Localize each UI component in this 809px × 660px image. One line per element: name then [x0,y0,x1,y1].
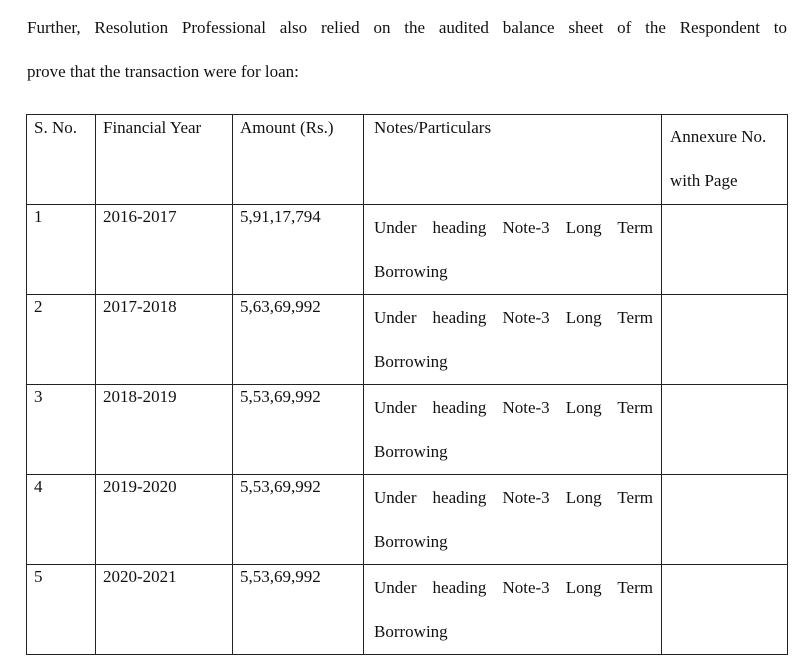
notes-line-2: Borrowing [374,532,448,551]
cell-financial-year [96,565,233,655]
amount-value: 5,63,69,992 [240,297,321,316]
cell-amount [233,295,364,385]
cell-financial-year [96,475,233,565]
header-notes [364,115,662,205]
table-row [27,295,788,385]
cell-annexure [662,205,788,295]
cell-annexure [662,295,788,385]
cell-notes [364,295,662,385]
financial-year-value: 2018-2019 [103,387,177,406]
header-annexure [662,115,788,205]
cell-sno [27,295,96,385]
sno-value: 1 [34,207,43,226]
table-row [27,565,788,655]
table-row [27,205,788,295]
cell-amount [233,475,364,565]
annexure-value [662,295,787,299]
cell-financial-year [96,205,233,295]
notes-value [364,385,661,474]
table-row [27,385,788,475]
header-amount [233,115,364,205]
financial-year-value: 2017-2018 [103,297,177,316]
header-financial-year-label: Financial Year [103,118,202,137]
table-row [27,475,788,565]
notes-line-1: Under heading Note-3 Long Term [374,398,653,417]
header-sno [27,115,96,205]
cell-sno [27,205,96,295]
header-annexure-label [662,115,787,203]
notes-line-1: Under heading Note-3 Long Term [374,308,653,327]
cell-sno [27,475,96,565]
intro-paragraph [27,6,787,94]
sno-value: 4 [34,477,43,496]
annexure-value [662,205,787,209]
amount-value: 5,53,69,992 [240,567,321,586]
notes-line-1: Under heading Note-3 Long Term [374,578,653,597]
cell-financial-year [96,385,233,475]
loan-balance-table [26,114,788,655]
cell-sno [27,385,96,475]
cell-notes [364,385,662,475]
table-body [27,205,788,655]
intro-line-2: prove that the transaction were for loan: [27,62,299,81]
table-header-row [27,115,788,205]
header-sno-label: S. No. [34,118,77,137]
notes-line-1: Under heading Note-3 Long Term [374,488,653,507]
cell-sno [27,565,96,655]
notes-line-2: Borrowing [374,262,448,281]
notes-line-2: Borrowing [374,442,448,461]
amount-value: 5,91,17,794 [240,207,321,226]
cell-notes [364,565,662,655]
sno-value: 2 [34,297,43,316]
intro-line-1: Further, Resolution Professional also relied on the audited balance sheet of the Respondent to [27,18,787,37]
cell-amount [233,205,364,295]
annexure-value [662,475,787,479]
notes-line-2: Borrowing [374,352,448,371]
cell-annexure [662,565,788,655]
notes-value [364,565,661,654]
sno-value: 5 [34,567,43,586]
financial-year-value: 2016-2017 [103,207,177,226]
cell-financial-year [96,295,233,385]
notes-value [364,475,661,564]
sno-value: 3 [34,387,43,406]
cell-amount [233,385,364,475]
header-amount-label: Amount (Rs.) [240,118,334,137]
header-financial-year [96,115,233,205]
notes-value [364,295,661,384]
cell-annexure [662,475,788,565]
annexure-value [662,565,787,569]
amount-value: 5,53,69,992 [240,477,321,496]
amount-value: 5,53,69,992 [240,387,321,406]
cell-amount [233,565,364,655]
notes-line-1: Under heading Note-3 Long Term [374,218,653,237]
notes-line-2: Borrowing [374,622,448,641]
header-annexure-line-1: Annexure No. [670,127,767,146]
financial-year-value: 2020-2021 [103,567,177,586]
financial-year-value: 2019-2020 [103,477,177,496]
header-annexure-line-2: with Page [670,171,738,190]
header-notes-label: Notes/Particulars [374,118,492,137]
cell-annexure [662,385,788,475]
cell-notes [364,205,662,295]
notes-value [364,205,661,294]
cell-notes [364,475,662,565]
annexure-value [662,385,787,389]
